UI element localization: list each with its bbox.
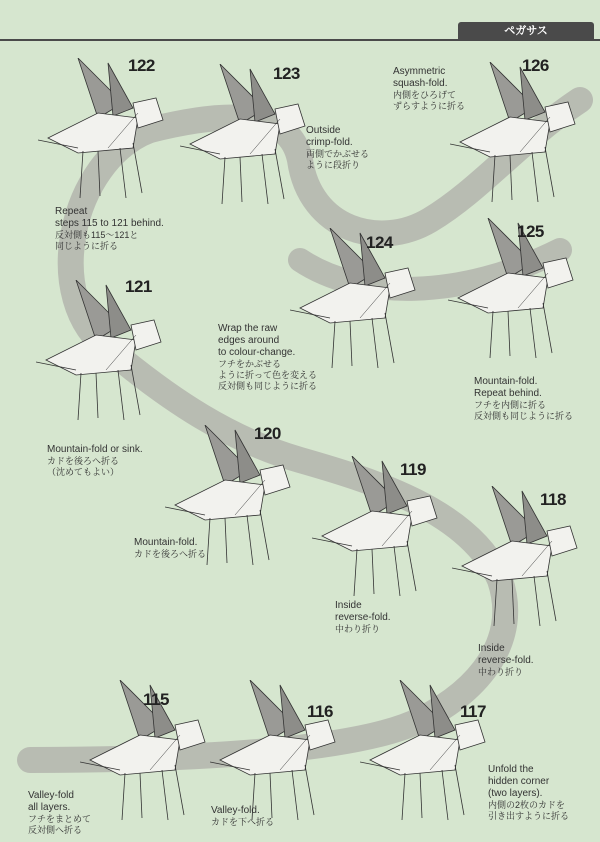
step-122-diagram (38, 58, 168, 208)
step-124-en-2: edges around (218, 335, 280, 346)
step-125-en-2: Repeat behind. (474, 388, 542, 399)
step-117-en-3: (two layers). (488, 788, 543, 799)
step-116-number: 116 (307, 702, 333, 721)
step-124-jp-1: フチをかぶせる (218, 359, 282, 369)
step-124-en-3: to colour-change. (218, 347, 296, 358)
step-119-en-2: reverse-fold. (335, 612, 391, 623)
step-119-jp-1: 中わり折り (335, 624, 381, 634)
step-116-jp-1: カドを下へ折る (211, 817, 275, 827)
step-120-jp-1: カドを後ろへ折る (134, 549, 207, 559)
step-121-jp-1: カドを後ろへ折る (47, 456, 120, 466)
step-117-jp-1: 内側の2枚のカドを (488, 800, 566, 810)
step-122-en-2: steps 115 to 121 behind. (55, 218, 164, 229)
step-124-en-1: Wrap the raw (218, 323, 278, 334)
step-123-jp-1: 両側でかぶせる (306, 149, 370, 159)
step-121-number: 121 (125, 277, 152, 296)
step-121-jp-2: （沈めてもよい） (47, 467, 120, 477)
step-126-en-2: squash-fold. (393, 78, 448, 89)
step-115-en-1: Valley-fold (28, 790, 74, 801)
step-117-en-2: hidden corner (488, 776, 550, 787)
step-123-en-2: crimp-fold. (306, 137, 353, 148)
step-126-jp-1: 内側をひろげて (393, 90, 457, 100)
step-122-jp-2: 同じように折る (55, 241, 119, 251)
step-126-caption (393, 66, 465, 112)
step-125-diagram (448, 218, 578, 368)
step-117-number: 117 (460, 702, 486, 721)
step-119-caption (335, 600, 391, 635)
step-124-jp-3: 反対側も同じように折る (218, 381, 318, 391)
step-124-jp-2: ように折って色を変える (218, 370, 318, 380)
step-126-jp-2: ずらすように折る (393, 101, 466, 111)
step-115-number: 115 (143, 690, 169, 709)
step-118-jp-1: 中わり折り (478, 667, 524, 677)
step-123-diagram (180, 64, 310, 214)
step-118-en-2: reverse-fold. (478, 655, 534, 666)
step-120-caption (134, 537, 206, 560)
step-116-en-1: Valley-fold. (211, 805, 260, 816)
step-115-jp-2: 反対側へ折る (28, 825, 83, 835)
step-122-jp-1: 反対側も115～121と (55, 230, 139, 240)
step-125-jp-2: 反対側も同じように折る (474, 411, 574, 421)
step-115-en-2: all layers. (28, 802, 71, 813)
step-121-caption (47, 444, 143, 478)
step-126-en-1: Asymmetric (393, 66, 446, 77)
step-123-jp-2: ように段折り (306, 160, 361, 170)
step-126-diagram (450, 62, 580, 212)
step-125-en-1: Mountain-fold. (474, 376, 538, 387)
step-124-caption (218, 323, 317, 392)
section-title-tab: ペガサス (458, 22, 594, 40)
step-117-en-1: Unfold the (488, 764, 534, 775)
step-120-en-1: Mountain-fold. (134, 537, 198, 548)
step-125-number: 125 (517, 222, 544, 241)
step-121-diagram (36, 280, 166, 430)
step-118-number: 118 (540, 490, 566, 509)
step-115-caption (28, 790, 91, 836)
step-123-number: 123 (273, 64, 300, 83)
step-121-en-1: Mountain-fold or sink. (47, 444, 143, 455)
step-120-number: 120 (254, 424, 281, 443)
step-122-en-1: Repeat (55, 206, 88, 217)
step-124-number: 124 (366, 233, 393, 252)
step-125-caption (474, 376, 573, 422)
step-117-caption (488, 764, 569, 822)
step-116-caption (211, 805, 274, 828)
step-118-caption (478, 643, 534, 678)
step-125-jp-1: フチを内側に折る (474, 400, 547, 410)
step-115-jp-1: フチをまとめて (28, 814, 92, 824)
step-118-en-1: Inside (478, 643, 505, 654)
step-119-number: 119 (400, 460, 426, 479)
step-126-number: 126 (522, 56, 549, 75)
step-122-caption (55, 206, 164, 252)
step-123-en-1: Outside (306, 125, 341, 136)
step-123-caption (306, 125, 369, 171)
step-119-en-1: Inside (335, 600, 362, 611)
step-117-jp-2: 引き出すように折る (488, 811, 570, 821)
step-122-number: 122 (128, 56, 155, 75)
